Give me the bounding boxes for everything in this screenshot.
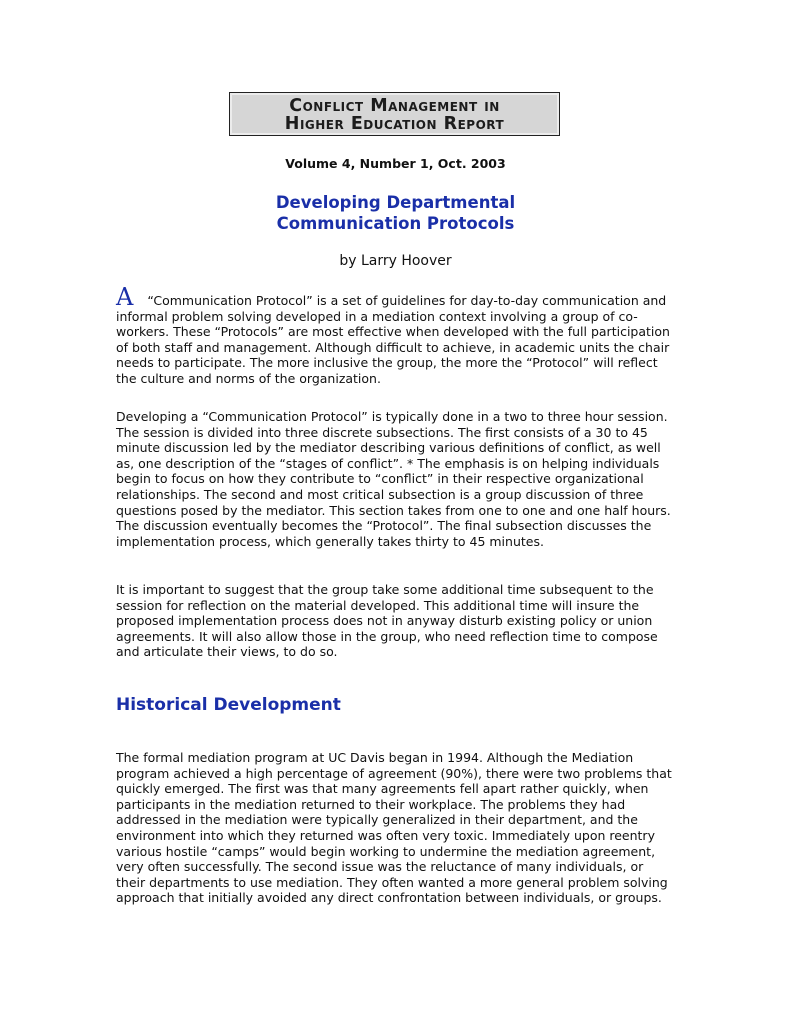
intro-text: “Communication Protocol” is a set of guidelines for day-to-day communication and informal problem solving developed in a mediation context involving a group of co-workers. These “Protocols” are most effective when developed with the full participation of both staff and management. Although difficult to achieve, in academic units the chair needs to participate. The more inclusive the group, the more the “Protocol” will reflect the culture and norms of the organization. [116, 293, 670, 386]
title-line-2: Communication Protocols [276, 214, 515, 233]
title-line-1: Developing Departmental [275, 193, 516, 212]
drop-cap: A [116, 283, 134, 311]
body-paragraph: It is important to suggest that the group take some additional time subsequent to the session for reflection on the material developed. This additional time will insure the proposed implementation process does not in anyway disturb existing policy or union agreements. It will also allow those in the group, who need reflection time to compose and articulate their views, to do so. [116, 582, 658, 660]
banner-line-2: Higher Education Report [284, 114, 505, 134]
article-title [0, 192, 791, 234]
volume-info: Volume 4, Number 1, Oct. 2003 [285, 156, 506, 171]
intro-paragraph [116, 283, 674, 387]
banner-line-1: Conflict Management in [289, 96, 500, 116]
byline: by Larry Hoover [339, 253, 452, 269]
section-paragraph: The formal mediation program at UC Davis began in 1994. Although the Mediation program achieved a high percentage of agreement (90%), there were two problems that quickly emerged. The first was that many agreements fell apart rather quickly, when participants in the mediation returned to their workplace. The problems they had addressed in the mediation were typically generalized in their department, and the environment into which they returned was often very toxic. Immediately upon reentry various hostile “camps” would begin working to undermine the mediation agreement, very often successfully. The second issue was the reluctance of many individuals, or their departments to use mediation. They often wanted a more general problem solving approach that initially avoided any direct confrontation between individuals, or groups. [116, 750, 672, 906]
body-paragraph: Developing a “Communication Protocol” is typically done in a two to three hour session. The session is divided into three discrete subsections. The first consists of a 30 to 45 minute discussion led by the mediator describing various definitions of conflict, as well as, one description of the “stages of conflict”. * The emphasis is on helping individuals begin to focus on how they contribute to “conflict” in their respective organizational relationships. The second and most critical subsection is a group discussion of three questions posed by the mediator. This section takes from one to one and one half hours. The discussion eventually becomes the “Protocol”. The final subsection discusses the implementation process, which generally takes thirty to 45 minutes. [116, 409, 671, 549]
report-banner [229, 92, 560, 136]
section-heading: Historical Development [116, 695, 341, 715]
